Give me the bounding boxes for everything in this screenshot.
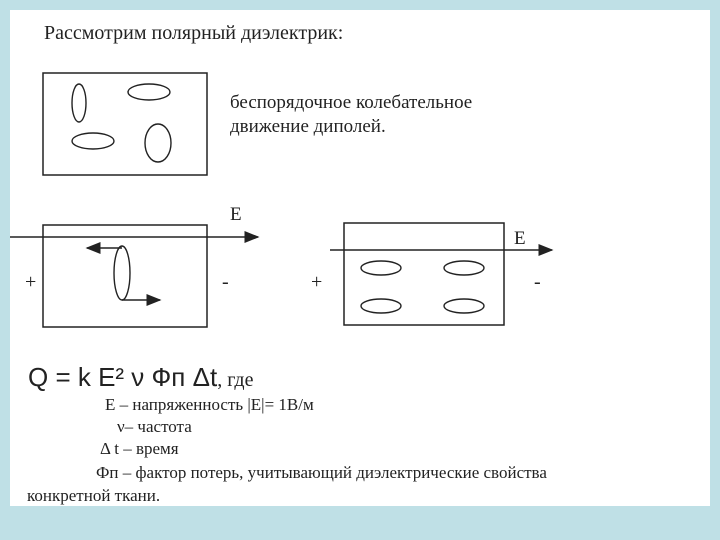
- minus-sign-left: -: [222, 271, 229, 293]
- dipole-aligned: [444, 299, 484, 313]
- chaotic-dipoles-box: [43, 73, 207, 175]
- formula: [28, 362, 253, 393]
- formula-suffix: , где: [217, 369, 254, 391]
- field-box-left: [43, 225, 207, 327]
- field-label-1: E: [230, 204, 242, 225]
- dipole-aligned: [361, 299, 401, 313]
- plus-sign-right: +: [311, 271, 323, 293]
- plus-sign-left: +: [25, 271, 37, 293]
- dipole-aligned: [444, 261, 484, 275]
- continuation-text: конкретной ткани.: [27, 486, 161, 505]
- definition-nu: ν– частота: [117, 417, 192, 436]
- dielectric-diagram: [10, 10, 710, 350]
- intro-text: Рассмотрим полярный диэлектрик:: [44, 22, 344, 44]
- dipole-aligned: [361, 261, 401, 275]
- formula-main: Q = k E² ν Фп Δt: [28, 362, 218, 392]
- dipole-tilted: [145, 124, 171, 162]
- dipole-vertical: [72, 84, 86, 122]
- definition-loss-factor: Фп – фактор потерь, учитывающий диэлектрические свойства: [96, 463, 547, 482]
- dipole-rotating: [114, 246, 130, 300]
- chaotic-caption-line-2: движение диполей.: [230, 116, 386, 137]
- chaotic-caption-line-1: беспорядочное колебательное: [230, 92, 473, 113]
- field-label-2: E: [514, 228, 526, 249]
- dipole-horizontal: [72, 133, 114, 149]
- dipole-horizontal: [128, 84, 170, 100]
- definition-dt: Δ t – время: [100, 439, 179, 458]
- minus-sign-right: -: [534, 271, 541, 293]
- definition-e: E – напряженность |E|= 1В/м: [105, 395, 314, 414]
- slide: [10, 10, 710, 506]
